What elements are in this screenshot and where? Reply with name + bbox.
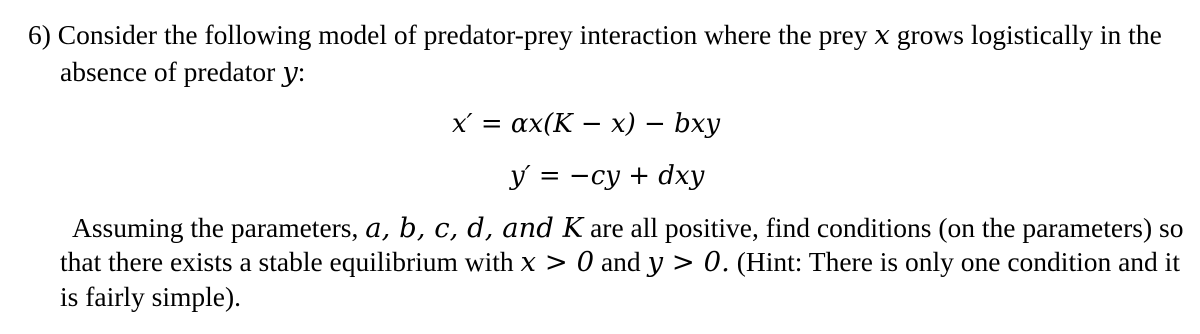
- condition-y-positive: y > 0.: [647, 246, 730, 278]
- intro-text-1b: grows logistically in the: [896, 19, 1162, 50]
- intro-text-2b: :: [297, 56, 306, 87]
- intro-variable-x: x: [874, 19, 890, 51]
- problem-number: 6): [28, 19, 51, 50]
- body-text-1b: are all positive, find conditions (on the parameters) so: [590, 212, 1184, 243]
- equation-x-prime: x′ = αx(K − x) − bxy: [452, 109, 721, 139]
- intro-text-1a: Consider the following model of predator-prey interaction where the prey: [57, 19, 868, 50]
- body-hint: (Hint: There is only one condition and it: [736, 246, 1180, 277]
- problem-intro-line-1: [28, 19, 1162, 51]
- body-text-2a: that there exists a stable equilibrium with: [60, 246, 514, 277]
- equation-y-prime: y′ = −cy + dxy: [510, 161, 705, 191]
- intro-text-2a: absence of predator: [60, 56, 276, 87]
- problem-body-line-2: [60, 246, 1180, 278]
- problem-intro-line-2: [60, 56, 305, 88]
- problem-body-line-1: [72, 212, 1183, 244]
- body-parameters: a, b, c, d, and K: [365, 212, 584, 244]
- problem-body-line-3: [60, 281, 241, 313]
- body-text-1a: Assuming the parameters,: [72, 212, 359, 243]
- body-and: and: [600, 246, 641, 277]
- intro-variable-y: y: [282, 56, 298, 88]
- body-text-3: is fairly simple).: [60, 281, 242, 312]
- condition-x-positive: x > 0: [520, 246, 595, 278]
